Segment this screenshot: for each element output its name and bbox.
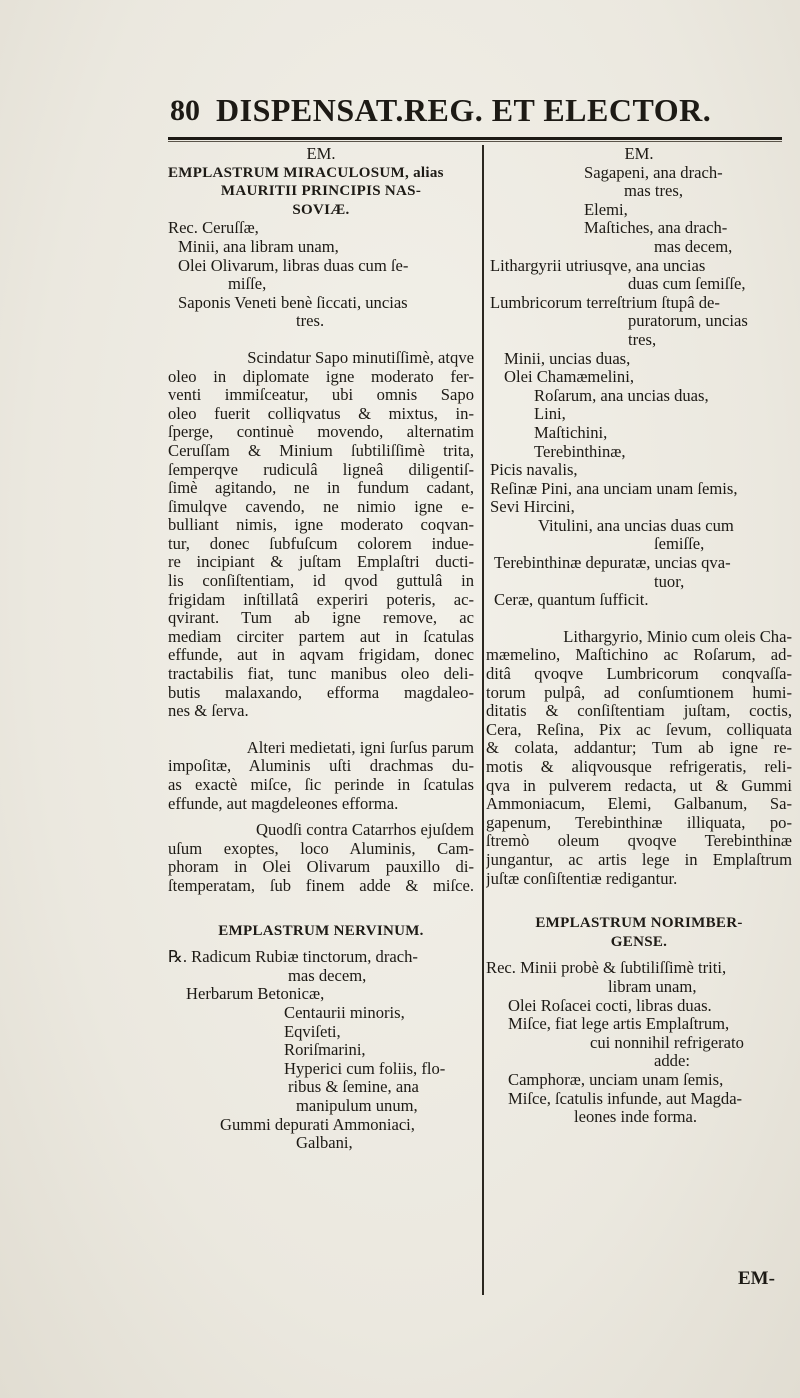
text-line: ſemiſſe,: [654, 535, 705, 554]
text-line: jungantur, ac artis lege in Emplaſtrum: [486, 850, 792, 869]
text-line: ſimè agitando, ne in fundum cadant,: [168, 479, 474, 498]
text-line: impoſitæ, Aluminis uſti drachmas du-: [168, 757, 474, 776]
text-line: mæmelino, Maſtichino ac Roſarum, ad-: [486, 646, 792, 665]
spacer: [486, 610, 792, 628]
text-line: nes & ſerva.: [168, 702, 249, 721]
text-line: Roſarum, ana uncias duas,: [534, 386, 709, 405]
text-line: Reſinæ Pini, ana unciam unam ſemis,: [490, 479, 738, 498]
text-line: EMPLASTRUM NERVINUM.: [218, 922, 424, 939]
text-line: torum pulpâ, ad conſumtionem humi-: [486, 683, 792, 702]
text-line: Maſtiches, ana drach-: [584, 219, 728, 238]
text-line: butis malaxando, efforma magdaleo-: [168, 683, 474, 702]
text-line: tuor,: [654, 572, 685, 591]
text-line: oleo in diplomate igne moderato fer-: [168, 367, 474, 386]
text-line: Hyperici cum foliis, flo-: [284, 1059, 446, 1078]
right-column: [486, 145, 792, 1127]
text-line: Centaurii minoris,: [284, 1003, 405, 1022]
text-line: tres,: [628, 330, 657, 349]
text-line: Ammoniacum, Elemi, Galbanum, Sa-: [486, 795, 792, 814]
text-line: Minii, ana libram unam,: [178, 237, 339, 256]
text-line: Rec. Ceruſſæ,: [168, 219, 259, 238]
header-rule: [168, 137, 782, 140]
text-line: ditatis & conſiſtentiam juſtam, coctis,: [486, 702, 792, 721]
text-line: Lithargyrii utriusqve, ana uncias: [490, 256, 706, 275]
page-number: 80: [170, 94, 200, 127]
text-line: qvirant. Tum ab igne remove, ac: [168, 609, 474, 628]
text-line: Gummi depurati Ammoniaci,: [220, 1115, 415, 1134]
header-rule-thin: [168, 141, 782, 142]
text-line: EMPLASTRUM NORIMBER-: [535, 915, 743, 932]
text-line: frigidam inſtillatâ experiri poteris, ac-: [168, 590, 474, 609]
text-line: qva in pulverem redacta, ut & Gummi: [486, 776, 792, 795]
text-line: Sevi Hircini,: [490, 498, 575, 517]
text-line: EMPLASTRUM MIRACULOSUM, alias: [168, 164, 444, 181]
text-line: duas cum ſemiſſe,: [628, 275, 746, 294]
text-line: Lumbricorum terreſtrium ſtupâ de-: [490, 293, 720, 312]
text-line: effunde, aut in aqvam frigidam, donec: [168, 646, 474, 665]
text-line: Vitulini, ana uncias duas cum: [538, 516, 734, 535]
text-line: Lini,: [534, 405, 566, 424]
spacer: [486, 906, 792, 914]
text-line: SOVIÆ.: [292, 201, 350, 218]
text-line: uſum exoptes, loco Aluminis, Cam-: [168, 839, 474, 858]
spacer: [168, 896, 474, 914]
text-line: Sagapeni, ana drach-: [584, 163, 723, 182]
text-line: Alteri medietati, igni ſurſus parum: [246, 738, 474, 757]
spacer: [168, 940, 474, 948]
text-line: phoram in Olei Olivarum pauxillo di-: [168, 858, 474, 877]
text-line: bulliant nimis, igne moderato coqvan-: [168, 516, 474, 535]
text-line: ſtemperatam, ſub finem adde & miſce.: [168, 876, 474, 895]
text-line: Saponis Veneti benè ſiccati, uncias: [178, 293, 408, 312]
text-line: Olei Chamæmelini,: [504, 368, 634, 387]
text-line: Lithargyrio, Minio cum oleis Cha-: [563, 627, 792, 646]
text-line: Ceruſſam & Minium ſubtiliſſimè trita,: [168, 441, 474, 460]
spacer: [168, 721, 474, 739]
text-line: Elemi,: [584, 200, 628, 219]
text-line: Herbarum Betonicæ,: [186, 985, 325, 1004]
text-line: MAURITII PRINCIPIS NAS-: [220, 183, 422, 200]
left-column: [168, 145, 474, 1153]
text-line: venti immiſceatur, ubi omnis Sapo: [168, 386, 474, 405]
text-line: oleo fuerit colliqvatus & mixtus, in-: [168, 404, 474, 423]
text-line: Camphoræ, unciam unam ſemis,: [508, 1070, 724, 1089]
text-line: Maſtichini,: [534, 423, 608, 442]
text-line: Olei Olivarum, libras duas cum ſe-: [178, 256, 409, 275]
text-line: Scindatur Sapo minutiſſimè, atqve: [247, 348, 474, 367]
text-line: Rec. Minii probè & ſubtiliſſimè triti,: [486, 959, 727, 978]
spacer: [168, 813, 474, 821]
text-line: GENSE.: [610, 933, 668, 950]
spacer: [486, 951, 792, 959]
text-line: libram unam,: [608, 977, 697, 996]
text-line: Terebinthinæ depuratæ, uncias qva-: [494, 554, 731, 573]
text-line: effunde, aut magdeleones efforma.: [168, 794, 399, 813]
text-line: Miſce, fiat lege artis Emplaſtrum,: [508, 1015, 730, 1034]
text-line: motis & aliqvousque refrigeratis, reli-: [486, 758, 792, 776]
text-line: ſperge, continuè movendo, alternatim: [168, 423, 474, 442]
text-line: mediam circiter partem aut in ſcatulas: [168, 627, 474, 646]
running-title: DISPENSAT.REG. ET ELECTOR.: [216, 92, 712, 128]
text-line: Galbani,: [296, 1134, 353, 1153]
text-line: re incipiant & juſtam Emplaſtri ducti-: [168, 553, 474, 572]
text-line: as exactè miſce, ſic perinde in ſcatulas: [168, 776, 474, 794]
text-line: & colata, addantur; Tum ab igne re-: [486, 739, 792, 758]
catchword: EM-: [738, 1268, 775, 1289]
column-divider: [482, 145, 484, 1295]
text-line: leones inde forma.: [574, 1108, 698, 1127]
text-line: cui nonnihil refrigerato: [590, 1033, 744, 1052]
text-line: Terebinthinæ,: [534, 442, 626, 461]
text-line: Ceræ, quantum ſufficit.: [494, 591, 649, 610]
text-line: ſtremò oleum qvoqve Terebinthinæ: [486, 832, 792, 851]
text-line: ℞. Radicum Rubiæ tinctorum, drach-: [168, 948, 418, 967]
spacer: [168, 914, 474, 922]
spacer: [486, 888, 792, 906]
text-line: mas decem,: [654, 237, 733, 256]
spacer: [168, 331, 474, 349]
text-line: tres.: [296, 312, 325, 331]
text-line: tractabilis fiat, tunc manibus oleo deli-: [168, 665, 474, 684]
text-line: Cera, Reſina, Pix ac ſevum, colliquata: [486, 720, 792, 739]
text-line: EM.: [624, 145, 654, 163]
text-line: ſimulqve cavendo, ne nimio igne e-: [168, 497, 474, 516]
text-line: tur, donec ſubfuſcum colorem indue-: [168, 534, 474, 553]
page-header: [168, 92, 788, 136]
text-line: Minii, uncias duas,: [504, 349, 631, 368]
text-line: juſtæ conſiſtentiæ redigantur.: [486, 869, 678, 888]
text-line: miſſe,: [228, 275, 267, 294]
text-line: mas decem,: [288, 966, 367, 985]
text-line: adde:: [654, 1052, 690, 1071]
text-line: Picis navalis,: [490, 461, 578, 480]
text-line: manipulum unum,: [296, 1096, 418, 1115]
text-line: lis conſiſtentiam, id qvod guttulâ in: [168, 572, 474, 591]
text-line: ribus & ſemine, ana: [288, 1078, 419, 1097]
text-line: Eqviſeti,: [284, 1022, 341, 1041]
text-line: Miſce, ſcatulis infunde, aut Magda-: [508, 1089, 743, 1108]
text-line: puratorum, uncias: [628, 312, 748, 331]
text-line: mas tres,: [624, 182, 683, 201]
text-line: Olei Roſacei cocti, libras duas.: [508, 996, 712, 1015]
text-line: ſemperqve rudiculâ ligneâ diligentiſ-: [168, 460, 474, 479]
text-line: EM.: [306, 145, 336, 163]
text-line: Roriſmarini,: [284, 1041, 366, 1060]
text-line: gapenum, Terebinthinæ illiquata, po-: [486, 813, 792, 832]
text-line: Quodſi contra Catarrhos ejuſdem: [256, 821, 474, 840]
text-line: ditâ qvoqve Lumbricorum conqvaſſa-: [486, 665, 792, 684]
